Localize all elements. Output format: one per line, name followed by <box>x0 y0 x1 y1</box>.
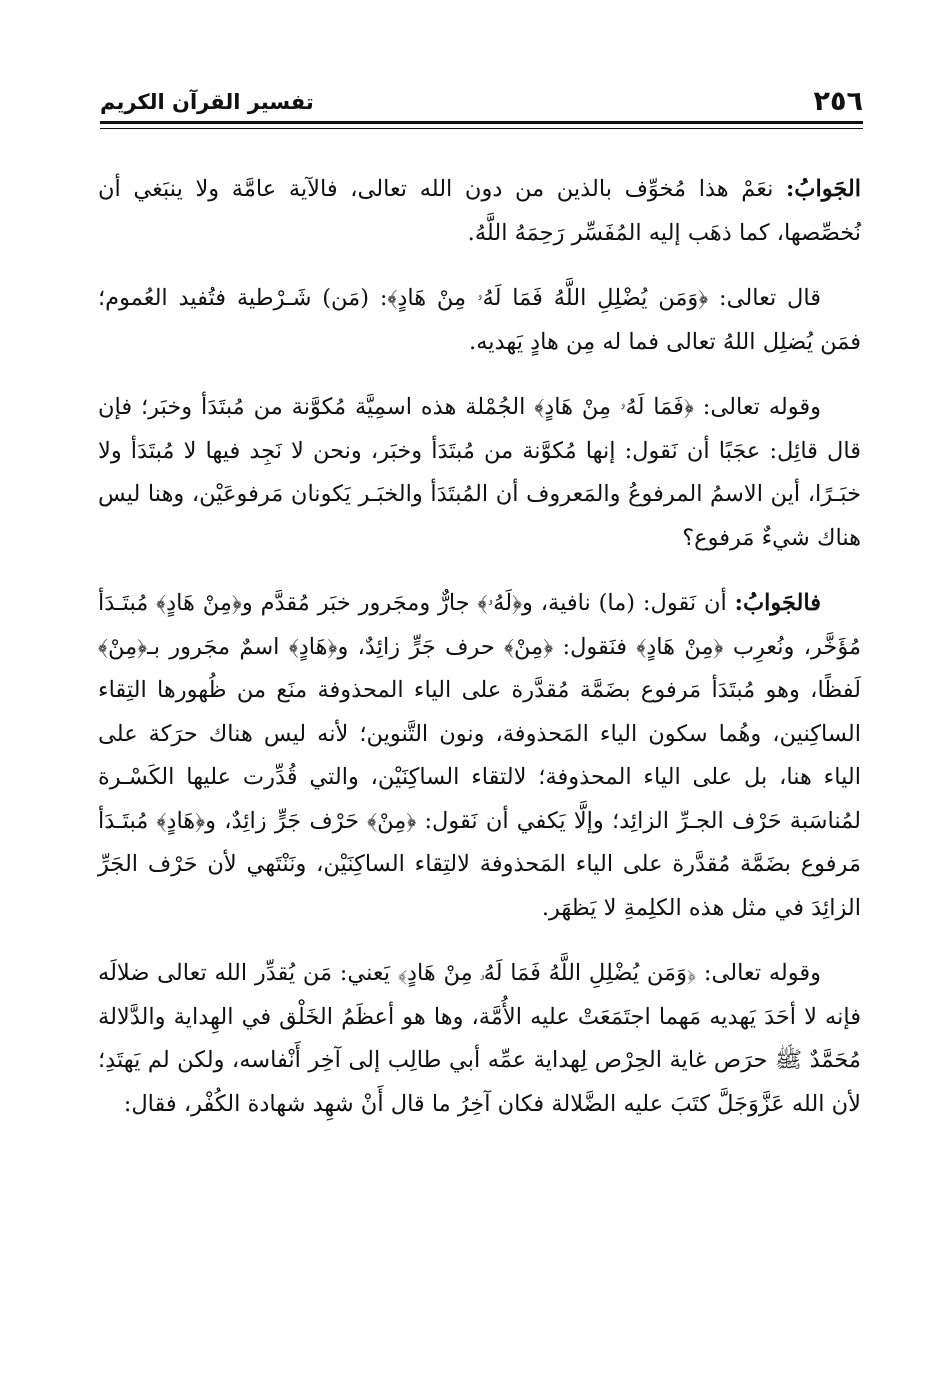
paragraph-lead: فالجَوابُ: <box>734 590 821 616</box>
paragraph-verse-1 <box>98 277 861 364</box>
paragraph-answer-1 <box>98 168 861 255</box>
header-rule <box>100 121 863 124</box>
paragraph-answer-2 <box>98 582 861 930</box>
paragraph-text: أن نَقول: (ما) نافية، و﴿لَهُۥ﴾ جارٌّ ومجَرور خبَر مُقدَّم و﴿مِنْ هَادٍ﴾ مُبتَـدَأ مُؤَخَّر، ونُعرِب ﴿مِنْ هَادٍ﴾ فنَقول: ﴿مِنْ﴾ حرف جَرٍّ زائِدٌ، و﴿هَادٍ﴾ اسمٌ مجَرور بـ﴿مِنْ﴾ لَفظًا، وهو مُبتَدَأ مَرفوع بضَمَّة مُقدَّرة على الياء المحذوفة منَع من ظُهورها التِقاء الساكِنين، وهُما سكون الياء المَحذوفة، ونون التَّنوين؛ لأنه ليس هناك حرَكة على الياء هنا، بل على الياء المحذوفة؛ لالتقاء الساكِنَيْن، والتي قُدِّرت عليها الكَسْـرة لمُناسَبة حَرْف الجـرِّ الزائِد؛ وإلَّا يَكفي أن نَقول: ﴿مِنْ﴾ حَرْف جَرٍّ زائِدٌ، و﴿هَادٍ﴾ مُبتَـدَأ مَرفوع بضَمَّة مُقدَّرة على الياء المَحذوفة لالتِقاء الساكِنَيْن، ونَنْتَهي لأن حَرْف الجَرِّ الزائِدَ في مثل هذه الكلِمةِ لا يَظهَر. <box>98 590 861 921</box>
paragraph-text: وقوله تعالى: ﴿وَمَن يُضْلِلِ اللَّهُ فَمَا لَهُۥ مِنْ هَادٍ﴾ يَعني: مَن يُقدِّر الله تعالى ضلالَه فإنه لا أحَدَ يَهديه مَهما اجتَمَعَتْ عليه الأُمَّة، وها هو أعظَمُ الخَلْق في الهِداية والدَّلالة مُحَمَّدٌ ﷺ حرَص غاية الحِرْص لِهداية عمِّه أبي طالِب إلى آخِر أَنْفاسه، ولكن لم يَهتَدِ؛ لأن الله عَزَّوَجَلَّ كتَبَ عليه الضَّلالة فكان آخِرُ ما قال أَنْ شهِد شهادة الكُفْر، فقال: <box>98 960 861 1117</box>
paragraph-text: نعَمْ هذا مُخوِّف بالذين من دون الله تعالى، فالآية عامَّة ولا ينبَغي أن نُخصِّصها، كما ذهَب إليه المُفَسِّر رَحِمَهُ اللَّهُ. <box>98 176 861 246</box>
header-rule-thin <box>100 128 863 129</box>
paragraph-verse-2 <box>98 386 861 560</box>
page-header <box>100 84 863 124</box>
body-text <box>98 168 861 1148</box>
paragraph-text: وقوله تعالى: ﴿فَمَا لَهُۥ مِنْ هَادٍ﴾ الجُمْلة هذه اسمِيَّة مُكوَّنة من مُبتَدَأ وخبَر؛ فإن قال قائِل: عجَبًا أن نَقول: إنها مُكوَّنة من مُبتَدَأ وخبَر، ونحن لا نَجِد فيها لا مُبتَدَأ ولا خبَـرًا، أين الاسمُ المرفوعُ والمَعروف أن المُبتَدَأ والخبَـر يَكونان مَرفوعَيْن، وهنا ليس هناك شيءٌ مَرفوع؟ <box>98 394 861 551</box>
paragraph-text: قال تعالى: ﴿وَمَن يُضْلِلِ اللَّهُ فَمَا لَهُۥ مِنْ هَادٍ﴾: (مَن) شَـرْطية فتُفيد العُموم؛ فمَن يُضلِل اللهُ تعالى فما له مِن هادٍ يَهديه. <box>98 285 861 355</box>
paragraph-lead: الجَوابُ: <box>786 176 861 202</box>
page-number: ٢٥٦ <box>813 86 863 117</box>
running-title: تفسير القرآن الكريم <box>100 90 314 114</box>
paragraph-verse-3 <box>98 952 861 1126</box>
